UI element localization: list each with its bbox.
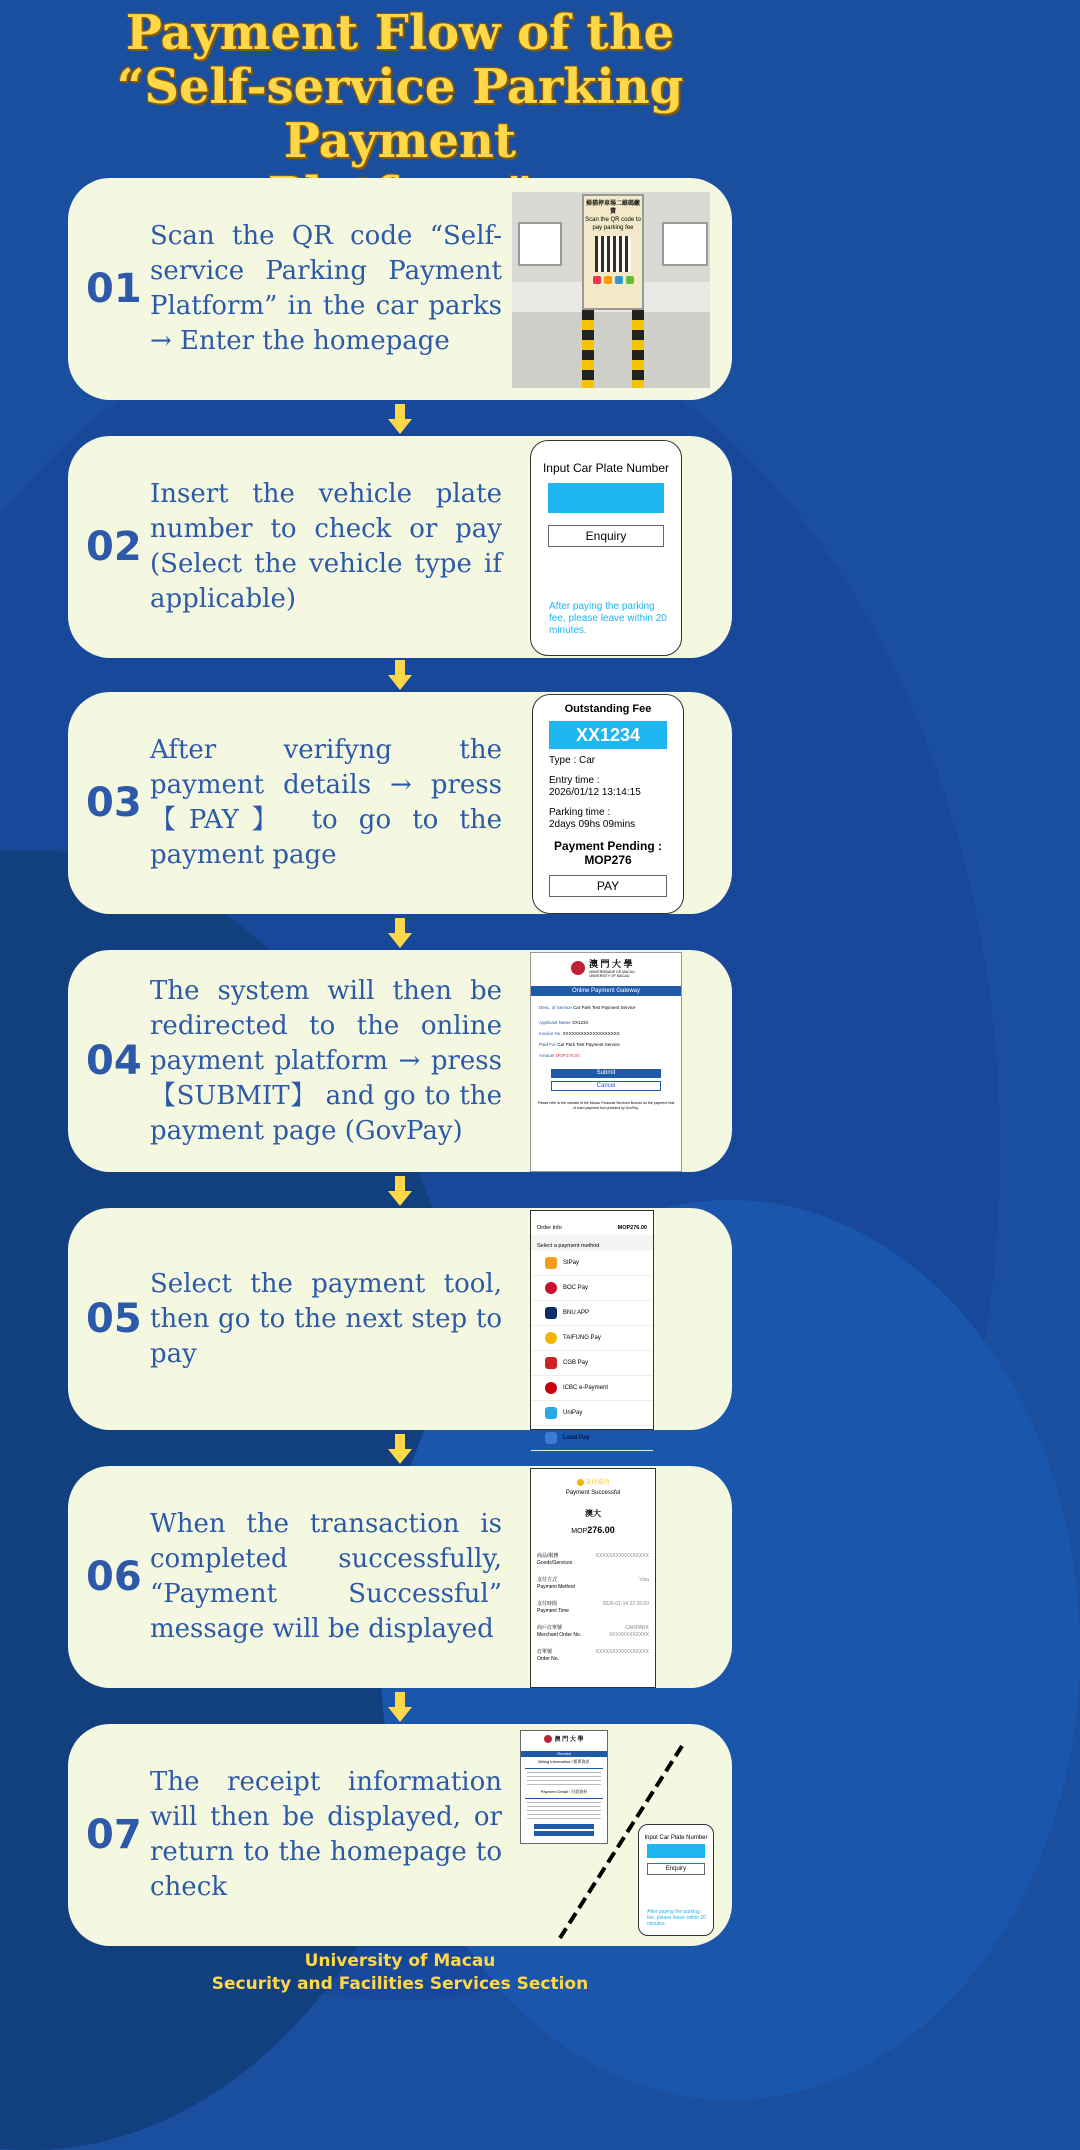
detail-label: 訂單號 <box>537 1649 553 1655</box>
bollard <box>632 310 644 388</box>
detail-label: 商戶訂單號 <box>537 1625 563 1631</box>
step-description: The system will then be redirected to the online payment platform → press 【SUBMIT】 and go to the payment page (GovPay) <box>150 975 502 1146</box>
detail-label: Invoice No. <box>539 1031 562 1036</box>
method-label: UniPay <box>563 1410 583 1416</box>
sign-text: Scan the QR code to <box>585 217 641 223</box>
step-number: 04 <box>86 1038 142 1084</box>
phone-screenshot <box>532 694 684 914</box>
payment-methods-screenshot <box>530 1210 654 1441</box>
order-label: Order Info <box>537 1225 562 1231</box>
gateway-screenshot <box>530 952 682 1172</box>
payment-heading: Payment Detail / 付款資料 <box>540 1789 588 1794</box>
method-label: CGB Pay <box>563 1360 589 1366</box>
step-number: 02 <box>86 524 142 570</box>
detail-label: 支付時間 <box>537 1601 558 1607</box>
step-text <box>150 1466 502 1688</box>
step-text <box>150 1724 502 1946</box>
step-description: Scan the QR code “Self-service Parking Payment Platform” in the car parks → Enter the homepage <box>150 221 502 356</box>
step-description: The receipt information will then be displayed, or return to the homepage to check <box>150 1767 502 1902</box>
screen-heading: Input Car Plate Number <box>644 1835 708 1841</box>
window <box>518 222 562 266</box>
cgb-icon <box>545 1357 557 1369</box>
footer-university: University of Macau <box>304 1951 496 1971</box>
success-status <box>531 1477 655 1486</box>
title-line: “Self-service Parking Payment <box>116 59 684 169</box>
detail-label: Desc. of Service <box>539 1005 572 1010</box>
step-card-02 <box>68 436 732 658</box>
step-text <box>150 692 502 914</box>
pending-amount: MOP276 <box>584 853 632 867</box>
detail-value: MOP276.00 <box>555 1053 580 1058</box>
logo-icon <box>615 276 623 284</box>
leave-note: After paying the parking fee, please leave within 20 minutes. <box>549 601 667 636</box>
detail-label: Payment Time <box>537 1608 569 1614</box>
payment-method <box>531 1301 653 1326</box>
logo-icon <box>593 276 601 284</box>
step-number: 07 <box>86 1812 142 1858</box>
university-logo-icon <box>571 961 585 975</box>
check-icon <box>577 1479 584 1486</box>
merchant-name: 澳大 <box>585 1509 601 1518</box>
method-label: BNU APP <box>563 1310 590 1316</box>
fee-details <box>533 755 683 831</box>
cancel-button: Cancel <box>551 1081 661 1091</box>
university-logo-icon <box>544 1735 552 1743</box>
down-arrow-icon <box>388 1176 412 1206</box>
payment-method <box>531 1251 653 1276</box>
sign-text: 掃描停車場二維碼繳費 <box>585 201 640 215</box>
university-header <box>531 957 681 978</box>
status-en: Payment Successful <box>565 1490 621 1496</box>
detail-label: Merchant Order No. <box>537 1632 582 1638</box>
footer <box>0 1950 800 1996</box>
entry-label: Entry time : <box>549 775 600 786</box>
step-text <box>150 1208 502 1430</box>
detail-label: 支付方式 <box>537 1577 558 1583</box>
detail-value: CARPARK XXXXXXXXXXXX <box>608 1625 649 1638</box>
enquiry-button: Enquiry <box>548 525 664 547</box>
logo-icon <box>626 276 634 284</box>
method-label: Lusol Pay <box>563 1435 590 1441</box>
detail-label: Order No. <box>537 1656 559 1662</box>
down-arrow-icon <box>388 404 412 434</box>
detail-value: Visa <box>639 1577 649 1583</box>
leave-note: After paying the parking fee, please leave within 20 minutes. <box>647 1909 706 1927</box>
plate-input <box>647 1844 705 1858</box>
gateway-note: Please refer to the website of the Macau Financial Services Bureau for the payment limit of each payment tool provided by GovPay. <box>537 1101 675 1110</box>
detail-label: 商品/服務 <box>537 1553 559 1559</box>
taifung-icon <box>545 1332 557 1344</box>
payment-method <box>531 1326 653 1351</box>
bnu-icon <box>545 1307 557 1319</box>
entry-value: 2026/01/12 13:14:15 <box>549 787 641 798</box>
gateway-banner: Online Payment Gateway <box>531 986 681 996</box>
amount-row <box>531 1525 655 1535</box>
payment-method <box>531 1351 653 1376</box>
detail-value: XXXXXXXXXXXXXXXXXXX <box>562 1031 620 1036</box>
title-line: Payment Flow of the <box>125 5 675 61</box>
parking-value: 2days 09hs 09mins <box>549 819 636 830</box>
detail-value: 2026-01-14 22:16:00 <box>602 1601 649 1607</box>
sipay-icon <box>545 1257 557 1269</box>
homepage-screenshot <box>638 1824 714 1936</box>
step-number: 06 <box>86 1554 142 1600</box>
gateway-details <box>531 996 681 1061</box>
down-arrow-icon <box>388 918 412 948</box>
step-number: 05 <box>86 1296 142 1342</box>
payment-method <box>531 1376 653 1401</box>
detail-value: XX1234 <box>572 1020 589 1025</box>
enquiry-button: Enquiry <box>647 1863 705 1875</box>
car-park-photo <box>512 192 710 388</box>
order-amount: MOP276.00 <box>617 1225 647 1231</box>
amount-value: 276.00 <box>587 1525 615 1535</box>
billing-heading: Billing Information / 帳單資訊 <box>538 1759 590 1764</box>
university-name-en: UNIVERSIDADE DE MACAU UNIVERSITY OF MACAU <box>589 970 635 978</box>
select-method-label: Select a payment method <box>531 1235 653 1251</box>
method-label: ICBC e-Payment <box>563 1385 609 1391</box>
step-text <box>150 950 502 1172</box>
payment-logos <box>584 276 642 284</box>
down-arrow-icon <box>388 660 412 690</box>
icbc-icon <box>545 1382 557 1394</box>
payment-method <box>531 1401 653 1426</box>
step-card-05 <box>68 1208 732 1441</box>
screen-heading: Input Car Plate Number <box>542 461 670 475</box>
bollard <box>582 310 594 388</box>
submit-button: Submit <box>551 1069 661 1078</box>
plate-number: XX1234 <box>549 721 667 749</box>
down-arrow-icon <box>388 1692 412 1722</box>
logo-icon <box>604 276 612 284</box>
lusol-icon <box>545 1432 557 1444</box>
parking-label: Parking time : <box>549 807 611 818</box>
university-name-cn: 澳 門 大 學 <box>554 1737 584 1743</box>
step-description: Insert the vehicle plate number to check or pay (Select the vehicle type if applicable) <box>150 479 502 614</box>
step-card-04 <box>68 950 732 1172</box>
method-label: SIPay <box>563 1260 580 1266</box>
method-label: BOC Pay <box>563 1285 589 1291</box>
step-description: After verifyng the payment details → press 【PAY】 to go to the payment page <box>150 735 502 870</box>
sign-text: pay parking fee <box>592 225 634 231</box>
success-screenshot <box>530 1468 656 1688</box>
detail-label: Applicant Name <box>539 1020 571 1025</box>
university-name-cn: 澳 門 大 學 <box>589 959 633 969</box>
step-text <box>150 436 502 658</box>
status-cn: 支付成功 <box>585 1480 610 1486</box>
down-arrow-icon <box>388 1434 412 1464</box>
vehicle-type: Type : Car <box>549 755 596 766</box>
qr-code-icon <box>595 236 631 272</box>
step-description: Select the payment tool, then go to the next step to pay <box>150 1268 502 1369</box>
detail-value: XXXXXXXXXXXXXXXX <box>595 1553 649 1559</box>
success-details <box>531 1535 655 1663</box>
step-card-01 <box>68 178 732 400</box>
amount-currency: MOP <box>571 1528 588 1535</box>
payment-method <box>531 1276 653 1301</box>
detail-label: Amount <box>539 1053 555 1058</box>
pending-label: Payment Pending : <box>553 839 663 853</box>
unipay-icon <box>545 1407 557 1419</box>
detail-value: Car Park Test Payment Service <box>557 1042 620 1047</box>
step-card-07 <box>68 1724 732 1946</box>
step-card-06 <box>68 1466 732 1688</box>
floor <box>512 312 710 388</box>
phone-screenshot <box>530 440 682 656</box>
footer-section: Security and Facilities Services Section <box>211 1974 589 1994</box>
receipt-banner: Receipt <box>521 1751 607 1757</box>
step-card-03 <box>68 692 732 914</box>
detail-label: Goods/Services <box>537 1560 573 1566</box>
qr-sign <box>582 194 644 310</box>
step-number: 03 <box>86 780 142 826</box>
step-description: When the transaction is completed successfully, “Payment Successful” message will be displayed <box>150 1509 502 1644</box>
detail-value: XXXXXXXXXXXXXXXX <box>595 1649 649 1655</box>
detail-label: Payment Method <box>537 1584 575 1590</box>
step-number: 01 <box>86 266 142 312</box>
window <box>662 222 708 266</box>
step-text <box>150 178 502 400</box>
pay-button: PAY <box>549 875 667 897</box>
detail-label: Paid For <box>539 1042 557 1047</box>
detail-value: Car Park Test Payment Service <box>573 1005 636 1010</box>
boc-pay-icon <box>545 1282 557 1294</box>
order-row <box>531 1211 653 1231</box>
screen-heading: Outstanding Fee <box>564 703 652 715</box>
plate-input <box>548 483 664 513</box>
payment-method <box>531 1426 653 1451</box>
method-label: TAIFUNG Pay <box>563 1335 601 1341</box>
